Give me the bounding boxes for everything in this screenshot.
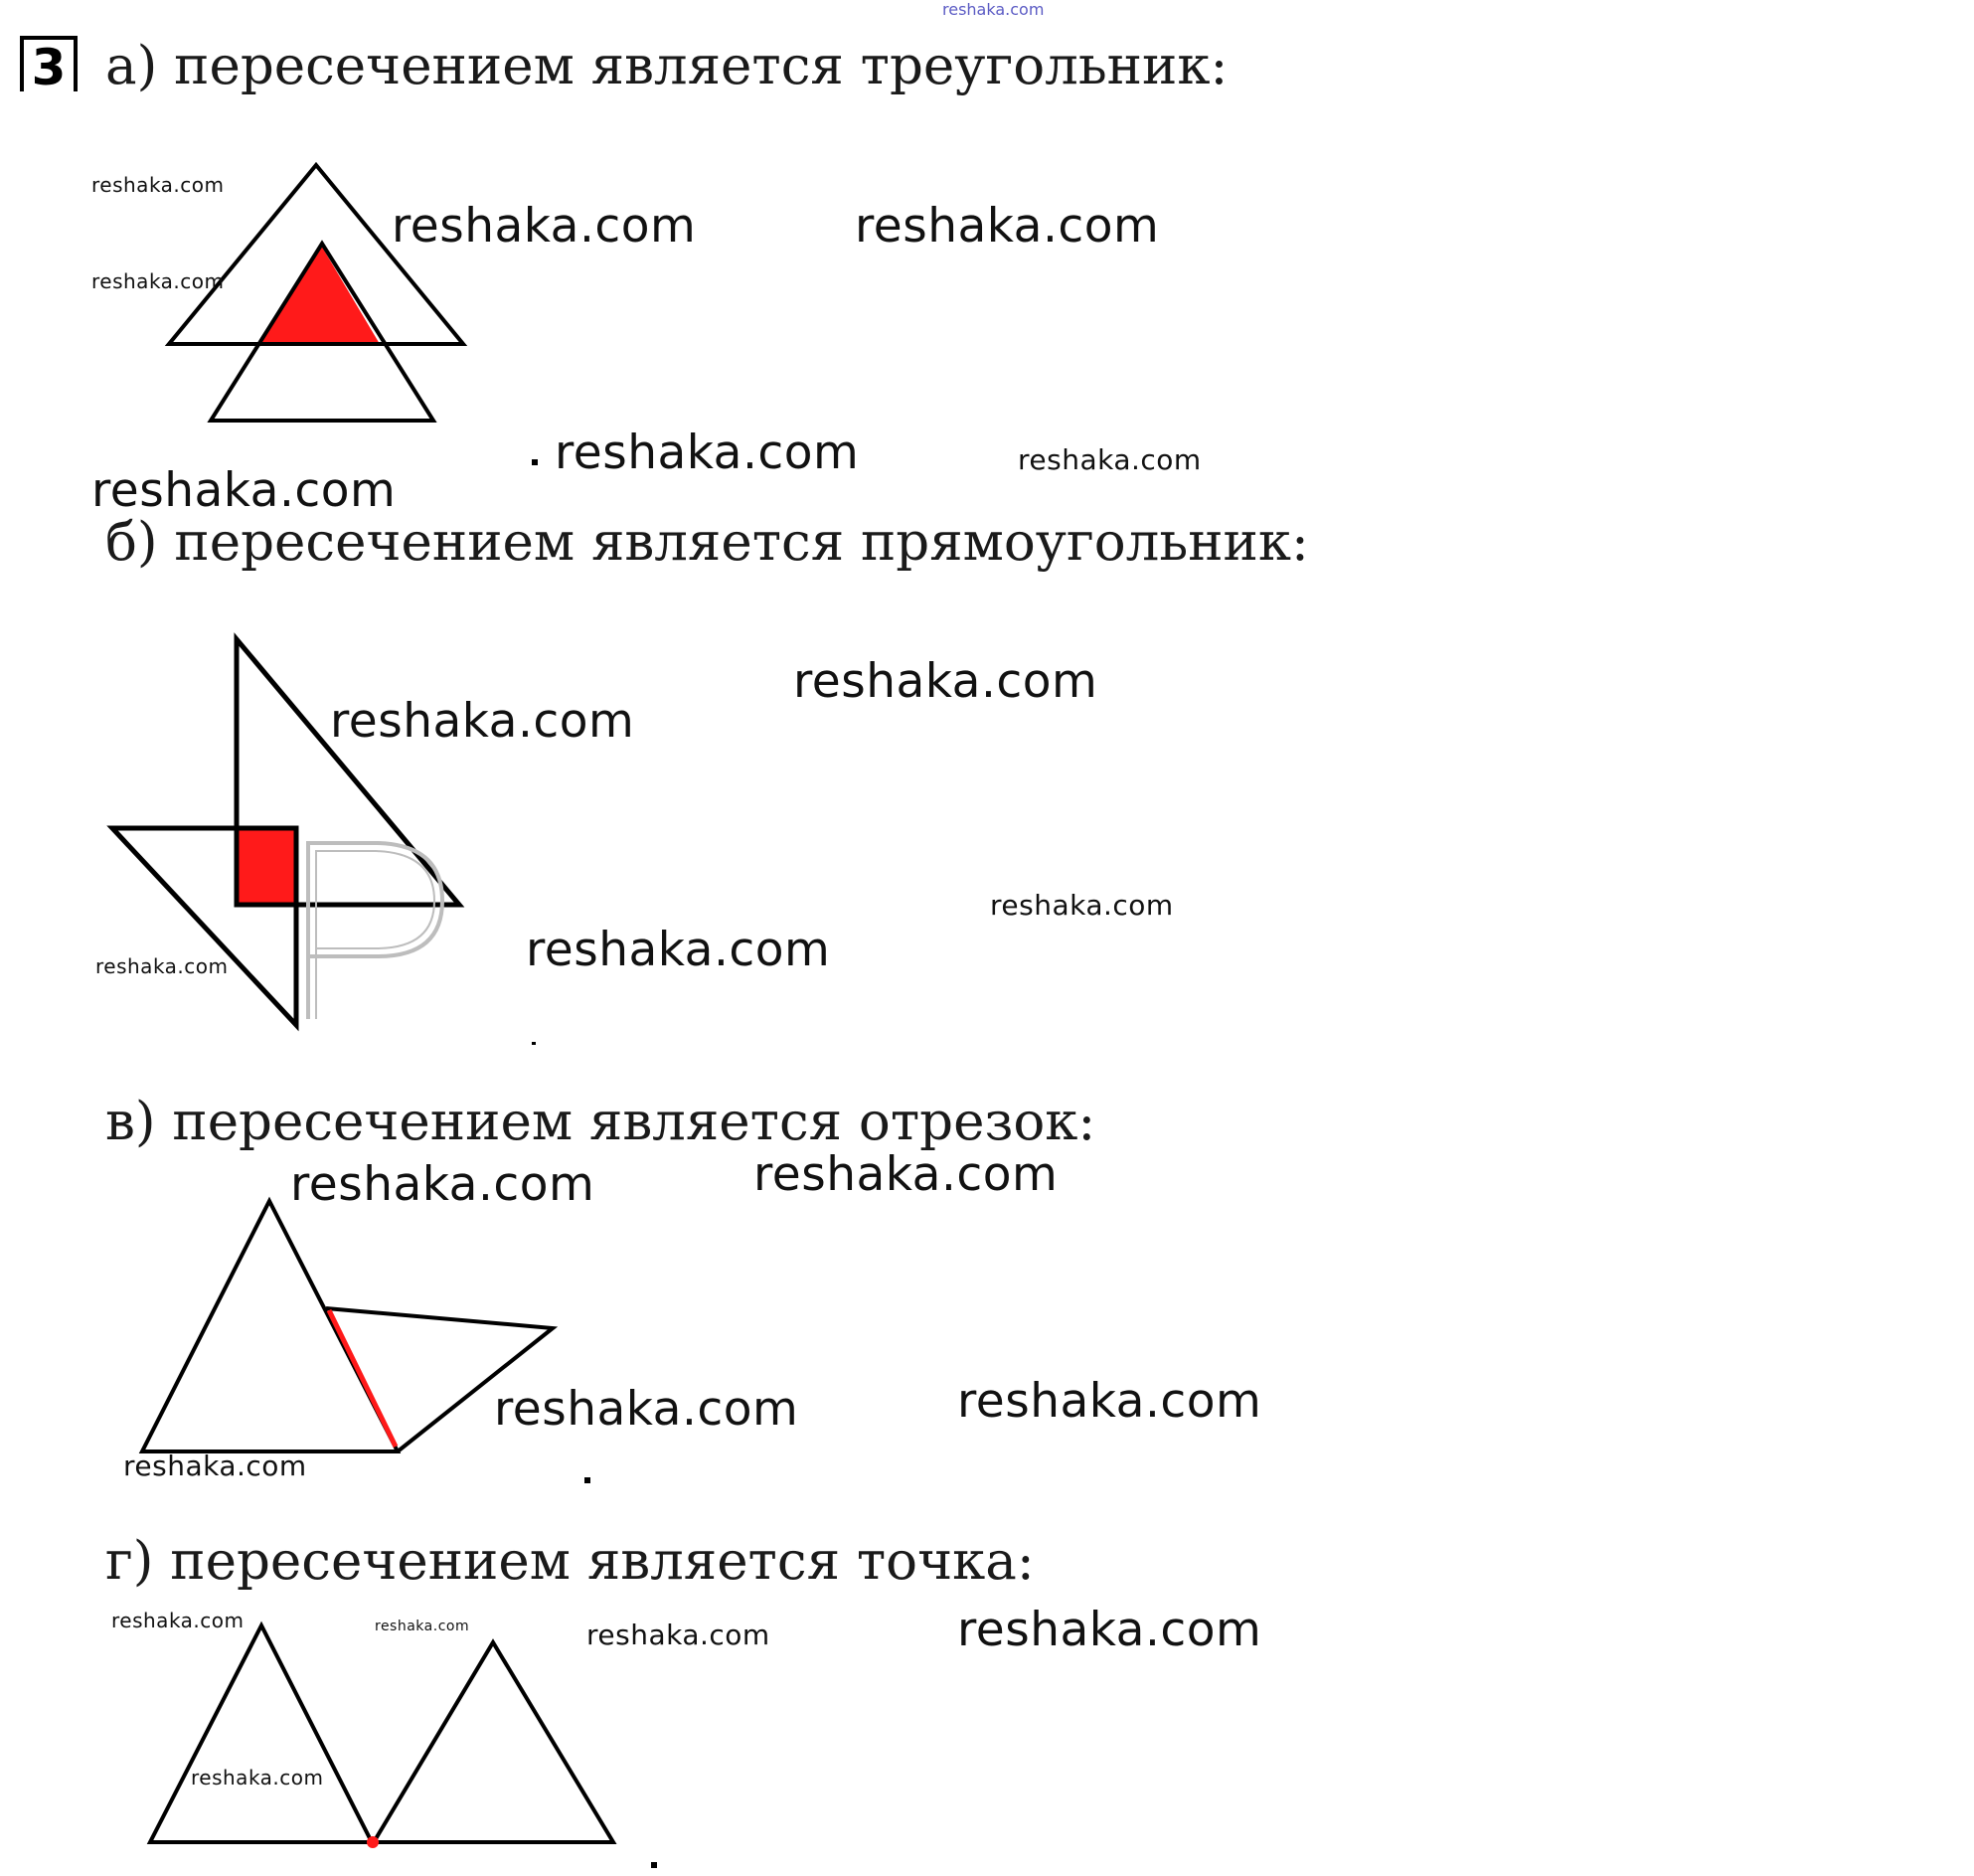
- fig-b-intersection-rectangle: [237, 828, 296, 905]
- watermark-b3: reshaka.com: [990, 889, 1174, 922]
- fig-d-common-point: [367, 1836, 379, 1848]
- figure-c: [142, 1201, 553, 1451]
- fig-a-intersection-triangle: [260, 244, 380, 344]
- watermark-d1: reshaka.com: [111, 1609, 245, 1632]
- watermark-d3: reshaka.com: [586, 1619, 770, 1651]
- fig-d-right-triangle: [374, 1642, 613, 1842]
- watermark-a6: reshaka.com: [1018, 443, 1202, 476]
- watermark-a3: reshaka.com: [392, 199, 697, 254]
- heading-a: а) пересечением является треугольник:: [105, 36, 1229, 96]
- watermark-b1: reshaka.com: [793, 654, 1098, 709]
- watermark-d2: reshaka.com: [375, 1619, 470, 1634]
- watermark-b4: reshaka.com: [526, 923, 831, 977]
- task-number: 3: [20, 36, 78, 91]
- heading-b: б) пересечением является прямоугольник:: [105, 512, 1309, 573]
- watermark-c3: reshaka.com: [494, 1382, 799, 1437]
- fig-c-common-segment: [329, 1310, 396, 1447]
- watermark-a4: reshaka.com: [855, 199, 1160, 254]
- heading-c: в) пересечением является отрезок:: [105, 1092, 1096, 1152]
- fig-c-triangle: [142, 1201, 398, 1451]
- watermark-c2: reshaka.com: [753, 1147, 1059, 1202]
- watermark-a5: reshaka.com: [555, 426, 860, 480]
- watermark-b2: reshaka.com: [330, 694, 635, 749]
- watermark-c5: reshaka.com: [123, 1450, 307, 1482]
- watermark-a7: reshaka.com: [91, 463, 397, 518]
- watermark-top: reshaka.com: [942, 0, 1045, 19]
- watermark-letter-p: [308, 843, 442, 1019]
- figure-d: [150, 1625, 613, 1848]
- watermark-d5: reshaka.com: [191, 1766, 324, 1790]
- fig-d-left-triangle: [150, 1625, 372, 1842]
- watermark-d4: reshaka.com: [957, 1603, 1262, 1657]
- heading-d: г) пересечением является точка:: [105, 1531, 1035, 1592]
- watermark-b5: reshaka.com: [95, 954, 229, 978]
- watermark-c1: reshaka.com: [290, 1157, 595, 1212]
- watermark-a2: reshaka.com: [91, 269, 225, 293]
- watermark-c4: reshaka.com: [957, 1374, 1262, 1429]
- watermark-a1: reshaka.com: [91, 173, 225, 197]
